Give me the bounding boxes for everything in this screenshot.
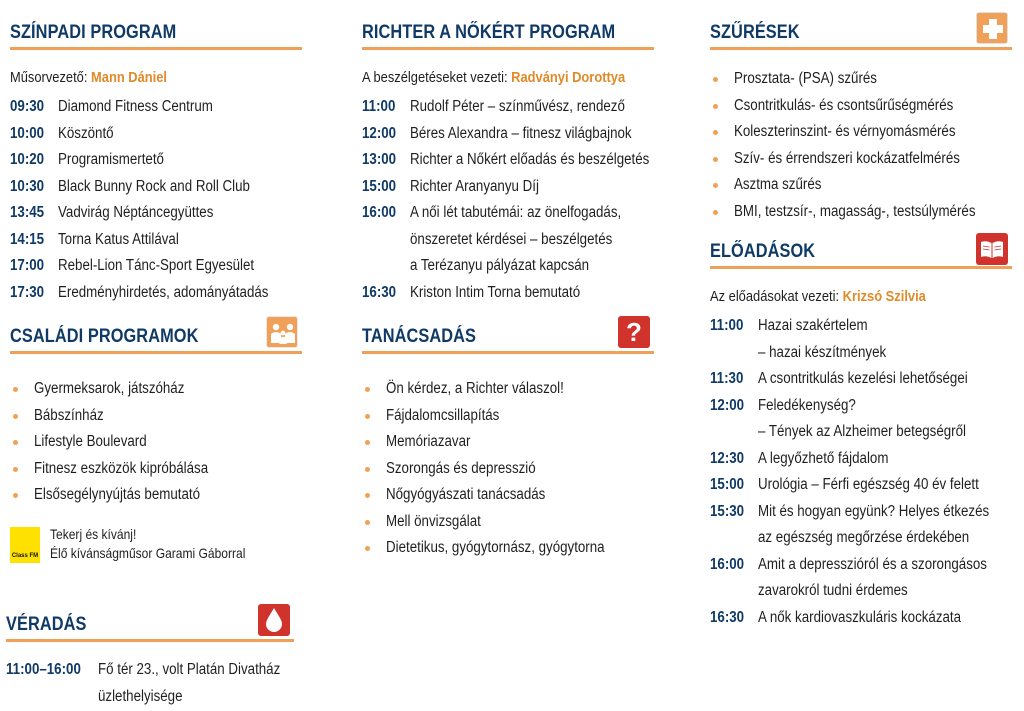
section-title: CSALÁDI PROGRAMOK (10, 326, 199, 347)
schedule-time: 17:30 (10, 283, 45, 301)
schedule-item: 11:00 Hazai szakértelem (710, 317, 868, 334)
list-item: Elsősegélynyújtás bemutató (10, 482, 302, 509)
host-line (362, 68, 662, 88)
section-divider (10, 351, 302, 354)
schedule-item-continued: – Tények az Alzheimer betegségről (758, 423, 966, 440)
blood-drop-icon (258, 604, 290, 636)
schedule-item: 12:00 Béres Alexandra – fitnesz világbajnok (362, 124, 632, 142)
schedule-item: 15:00 Urológia – Férfi egészség 40 év felett (710, 476, 979, 493)
section-divider (710, 266, 1012, 269)
schedule-text: Programismertető (58, 151, 164, 168)
section-divider (710, 47, 1012, 50)
section-title: TANÁCSADÁS (362, 326, 477, 347)
schedule-text: Diamond Fitness Centrum (58, 98, 213, 115)
schedule-time: 17:00 (10, 257, 45, 274)
donation-address: Fő tér 23., volt Platán Divatház (98, 661, 281, 678)
schedule-time: 10:00 (10, 124, 45, 142)
schedule-item (10, 253, 302, 280)
host-label: A beszélgetéseket vezeti: (362, 69, 508, 86)
list-item: Gyermeksarok, játszóház (10, 376, 302, 403)
schedule-item: 13:00 Richter a Nőkért előadás és beszélgetés (362, 151, 650, 168)
schedule-text: Köszöntő (58, 124, 114, 142)
section-title: SZŰRÉSEK (710, 22, 800, 43)
schedule-item: 11:30 A csontritkulás kezelési lehetőségei (710, 370, 968, 387)
section-header-tanacsadas (362, 306, 654, 354)
stage-schedule (10, 94, 302, 306)
section-title: RICHTER A NŐKÉRT PROGRAM (362, 22, 616, 43)
schedule-time: 13:45 (10, 204, 45, 221)
screening-list (710, 66, 1012, 225)
section-title: VÉRADÁS (6, 614, 87, 635)
schedule-time: 10:30 (10, 177, 45, 195)
section-header-eloadasok (710, 225, 1012, 277)
list-item: Szorongás és depresszió (362, 456, 662, 483)
radio-line-2: Élő kívánságműsor Garami Gáborral (50, 544, 246, 561)
schedule-text: Black Bunny Rock and Roll Club (58, 177, 250, 195)
schedule-item-continued: zavarokról tudni érdemes (758, 582, 908, 599)
schedule-item (10, 147, 302, 174)
schedule-text: Torna Katus Attilával (58, 230, 179, 248)
section-divider (362, 351, 654, 354)
schedule-item: 16:00 Amit a depresszióról és a szorongásos (710, 555, 987, 573)
schedule-item-continued: az egészség megőrzése érdekében (758, 529, 970, 546)
lecture-schedule (710, 313, 1012, 631)
schedule-item: 12:00 Feledékenység? (710, 396, 856, 414)
schedule-item (10, 94, 302, 121)
section-header-richter (362, 0, 654, 50)
host-name: Mann Dániel (91, 69, 168, 86)
host-name: Krizsó Szilvia (842, 288, 926, 305)
schedule-text: Eredményhirdetés, adományátadás (58, 283, 269, 301)
schedule-item: 16:00 A női lét tabutémái: az önelfogadás, (362, 204, 622, 221)
family-program-list (10, 376, 302, 509)
schedule-item (10, 200, 302, 227)
schedule-time: 09:30 (10, 98, 45, 115)
schedule-time: 14:15 (10, 230, 45, 248)
section-divider (362, 47, 654, 50)
donation-time: 11:00–16:00 (6, 661, 81, 678)
list-item: Memóriazavar (362, 429, 662, 456)
consulting-list (362, 376, 662, 562)
list-item: Szív- és érrendszeri kockázatfelmérés (710, 146, 1012, 173)
donation-address-cont: üzlethelyisége (98, 688, 183, 705)
section-title: ELŐADÁSOK (710, 241, 816, 262)
class-fm-logo: Class FM (10, 527, 40, 563)
host-label: Műsorvezető: (10, 69, 88, 86)
list-item: Fájdalomcsillapítás (362, 403, 662, 430)
schedule-item (10, 280, 302, 307)
blood-donation-info (6, 656, 306, 710)
section-divider (6, 639, 294, 642)
section-header-szuresek (710, 0, 1012, 50)
radio-promo (10, 525, 302, 569)
host-name: Radványi Dorottya (511, 69, 626, 86)
family-icon (266, 316, 298, 348)
list-item: Dietetikus, gyógytornász, gyógytorna (362, 535, 662, 562)
list-item: Mell önvizsgálat (362, 509, 662, 536)
question-icon: ? (618, 316, 650, 348)
schedule-item (10, 174, 302, 201)
schedule-item (10, 121, 302, 148)
medical-cross-icon (976, 12, 1008, 44)
list-item: Prosztata- (PSA) szűrés (710, 66, 1012, 93)
list-item: Ön kérdez, a Richter válaszol! (362, 376, 662, 403)
schedule-item (10, 227, 302, 254)
schedule-item-continued: önszeretet kérdései – beszélgetés (410, 230, 613, 248)
list-item: Fitnesz eszközök kipróbálása (10, 456, 302, 483)
section-header-szinpadi (10, 0, 302, 50)
schedule-item: 12:30 A legyőzhető fájdalom (710, 449, 889, 467)
section-divider (10, 47, 302, 50)
column-middle (362, 0, 662, 562)
schedule-item: 16:30 Kriston Intim Torna bemutató (362, 283, 581, 301)
column-left (6, 0, 302, 705)
section-header-csaladi (10, 306, 302, 354)
schedule-item: 11:00 Rudolf Péter – színművész, rendező (362, 98, 625, 115)
schedule-item-continued: – hazai készítmények (758, 343, 887, 361)
section-title: SZÍNPADI PROGRAM (10, 22, 177, 43)
list-item: Nőgyógyászati tanácsadás (362, 482, 662, 509)
schedule-item-continued: a Terézanyu pályázat kapcsán (410, 257, 590, 274)
list-item: Asztma szűrés (710, 172, 1012, 199)
richter-schedule (362, 94, 662, 306)
list-item: Lifestyle Boulevard (10, 429, 302, 456)
section-header-veradas (6, 592, 294, 642)
schedule-text: Rebel-Lion Tánc-Sport Egyesület (58, 257, 255, 274)
book-icon (976, 233, 1008, 265)
schedule-item: 15:30 Mit és hogyan együnk? Helyes étkezés (710, 502, 990, 520)
column-right (710, 0, 1012, 631)
list-item: Koleszterinszint- és vérnyomásmérés (710, 119, 1012, 146)
host-line (710, 287, 1012, 307)
list-item: Bábszínház (10, 403, 302, 430)
schedule-item: 16:30 A nők kardiovaszkuláris kockázata (710, 608, 962, 626)
host-label: Az előadásokat vezeti: (710, 288, 840, 305)
list-item: Csontritkulás- és csontsűrűségmérés (710, 93, 1012, 120)
list-item: BMI, testzsír-, magasság-, testsúlymérés (710, 199, 1012, 226)
schedule-item: 15:00 Richter Aranyanyu Díj (362, 177, 539, 195)
schedule-time: 10:20 (10, 151, 45, 168)
host-line (10, 68, 302, 88)
schedule-text: Vadvirág Néptáncegyüttes (58, 204, 214, 221)
radio-line-1: Tekerj és kívánj! (50, 525, 137, 542)
